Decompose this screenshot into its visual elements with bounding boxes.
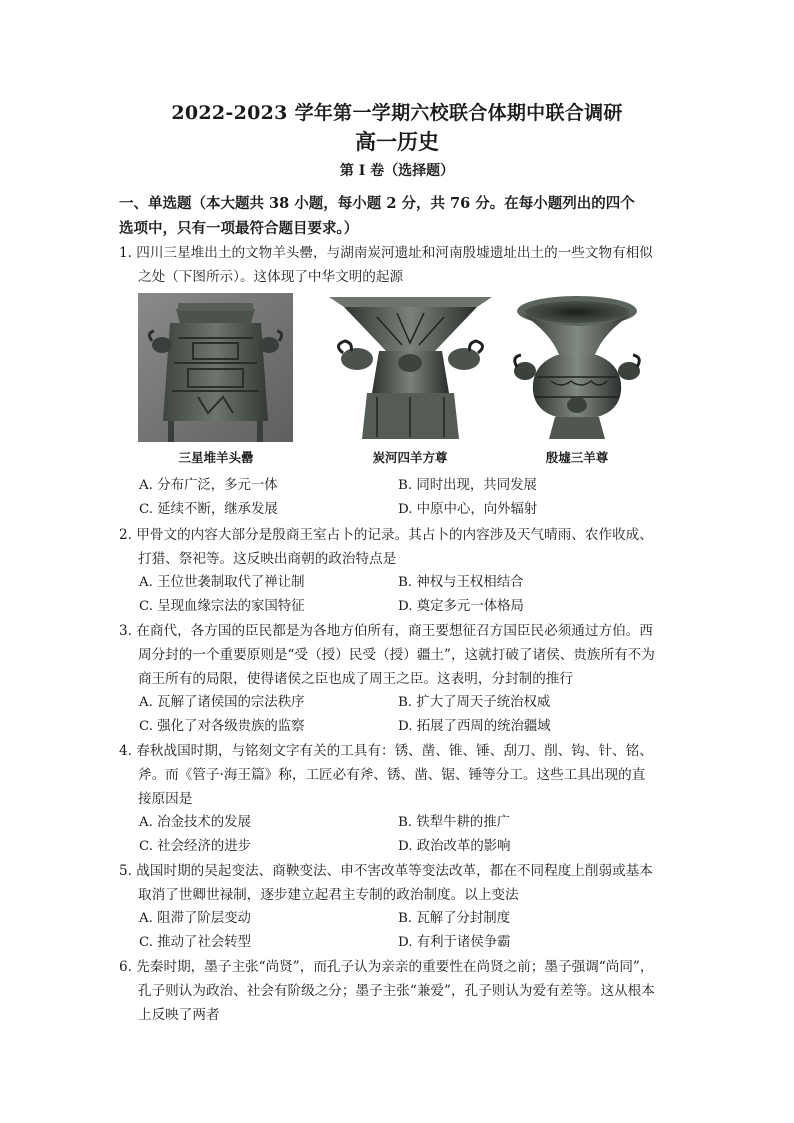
q4-option-b: B. 铁犁牛耕的推广 <box>398 815 511 830</box>
q3-stem-line3: 商王所有的局限，使得诸侯之臣也成了周王之臣。这表明，分封制的推行 <box>138 671 573 687</box>
q2-option-c: C. 呈现血缘宗法的家国特征 <box>139 599 305 614</box>
q4-stem-line1: 4. 春秋战国时期，与铭刻文字有关的工具有：锈、凿、锥、锤、刮刀、削、钩、针、铭、 <box>119 743 653 759</box>
tanhe-four-ram-zun-image <box>327 293 494 442</box>
section-heading-line1: 一、单选题（本大题共 38 小题，每小题 2 分，共 76 分。在每小题列出的四个 <box>119 195 635 212</box>
q4-stem-line3: 接原因是 <box>138 791 193 807</box>
q3-option-a: A. 瓦解了诸侯国的宗法秩序 <box>139 695 305 710</box>
q5-option-b: B. 瓦解了分封制度 <box>398 911 511 926</box>
q5-option-a: A. 阻滞了阶层变动 <box>139 911 251 926</box>
q4-option-c: C. 社会经济的进步 <box>139 839 252 854</box>
q2-stem-line1: 2. 甲骨文的内容大部分是殷商王室占卜的记录。其占卜的内容涉及天气晴雨、农作收成、 <box>119 527 653 543</box>
q1-stem-line1: 1. 四川三星堆出土的文物羊头罍，与湖南炭河遗址和河南殷墟遗址出土的一些文物有相似 <box>119 245 653 261</box>
sanxingdui-lei-image <box>138 293 293 442</box>
q1-option-b: B. 同时出现，共同发展 <box>398 478 537 493</box>
q4-stem-line2: 斧。而《管子·海王篇》称，工匠必有斧、锈、凿、锯、锤等分工。这些工具出现的直 <box>138 767 646 783</box>
exam-title: 2022-2023 学年第一学期六校联合体期中联合调研 <box>171 102 623 124</box>
q3-option-b: B. 扩大了周天子统治权威 <box>398 695 551 710</box>
q1-option-c: C. 延续不断，继承发展 <box>139 502 278 517</box>
volume-label: 第 I 卷（选择题） <box>339 163 455 179</box>
figure-caption-yinxu: 殷墟三羊尊 <box>545 450 609 465</box>
q1-option-d: D. 中原中心，向外辐射 <box>398 502 538 517</box>
section-heading-line2: 选项中，只有一项最符合题目要求。） <box>119 220 359 237</box>
q2-option-b: B. 神权与王权相结合 <box>398 575 524 590</box>
q3-option-d: D. 拓展了西周的统治疆域 <box>398 719 551 734</box>
q3-option-c: C. 强化了对各级贵族的监察 <box>139 719 305 734</box>
figure-caption-tanhe: 炭河四羊方尊 <box>372 450 448 465</box>
exam-subject: 高一历史 <box>355 129 439 154</box>
q4-option-d: D. 政治改革的影响 <box>398 839 511 854</box>
q6-stem-line3: 上反映了两者 <box>138 1007 220 1023</box>
yinxu-three-ram-zun-image <box>511 293 643 442</box>
q3-stem-line1: 3. 在商代，各方国的臣民都是为各地方伯所有，商王要想征召方国臣民必须通过方伯。西 <box>119 623 653 639</box>
q2-stem-line2: 打猎、祭祀等。这反映出商朝的政治特点是 <box>138 551 397 567</box>
q2-option-d: D. 奠定多元一体格局 <box>398 599 524 614</box>
figure-caption-sanxingdui: 三星堆羊头罍 <box>178 450 254 465</box>
q2-option-a: A. 王位世袭制取代了禅让制 <box>139 575 305 590</box>
q6-stem-line1: 6. 先秦时期，墨子主张“尚贤”，而孔子认为亲亲的重要性在尚贤之前；墨子强调“尚同”， <box>119 959 654 975</box>
q5-stem-line2: 取消了世卿世禄制，逐步建立起君主专制的政治制度。以上变法 <box>138 887 519 903</box>
q1-option-a: A. 分布广泛，多元一体 <box>139 478 278 493</box>
q5-option-c: C. 推动了社会转型 <box>139 935 252 950</box>
q3-stem-line2: 周分封的一个重要原则是“受（授）民受（授）疆土”，这就打破了诸侯、贵族所有不为 <box>138 647 655 663</box>
q4-option-a: A. 冶金技术的发展 <box>139 815 251 830</box>
q5-option-d: D. 有利于诸侯争霸 <box>398 935 511 950</box>
q1-stem-line2: 之处（下图所示）。这体现了中华文明的起源 <box>138 269 404 285</box>
q5-stem-line1: 5. 战国时期的吴起变法、商鞅变法、申不害改革等变法改革，都在不同程度上削弱或基本 <box>119 863 653 879</box>
q6-stem-line2: 孔子则认为政治、社会有阶级之分；墨子主张“兼爱”，孔子则认为爱有差等。这从根本 <box>138 983 655 999</box>
